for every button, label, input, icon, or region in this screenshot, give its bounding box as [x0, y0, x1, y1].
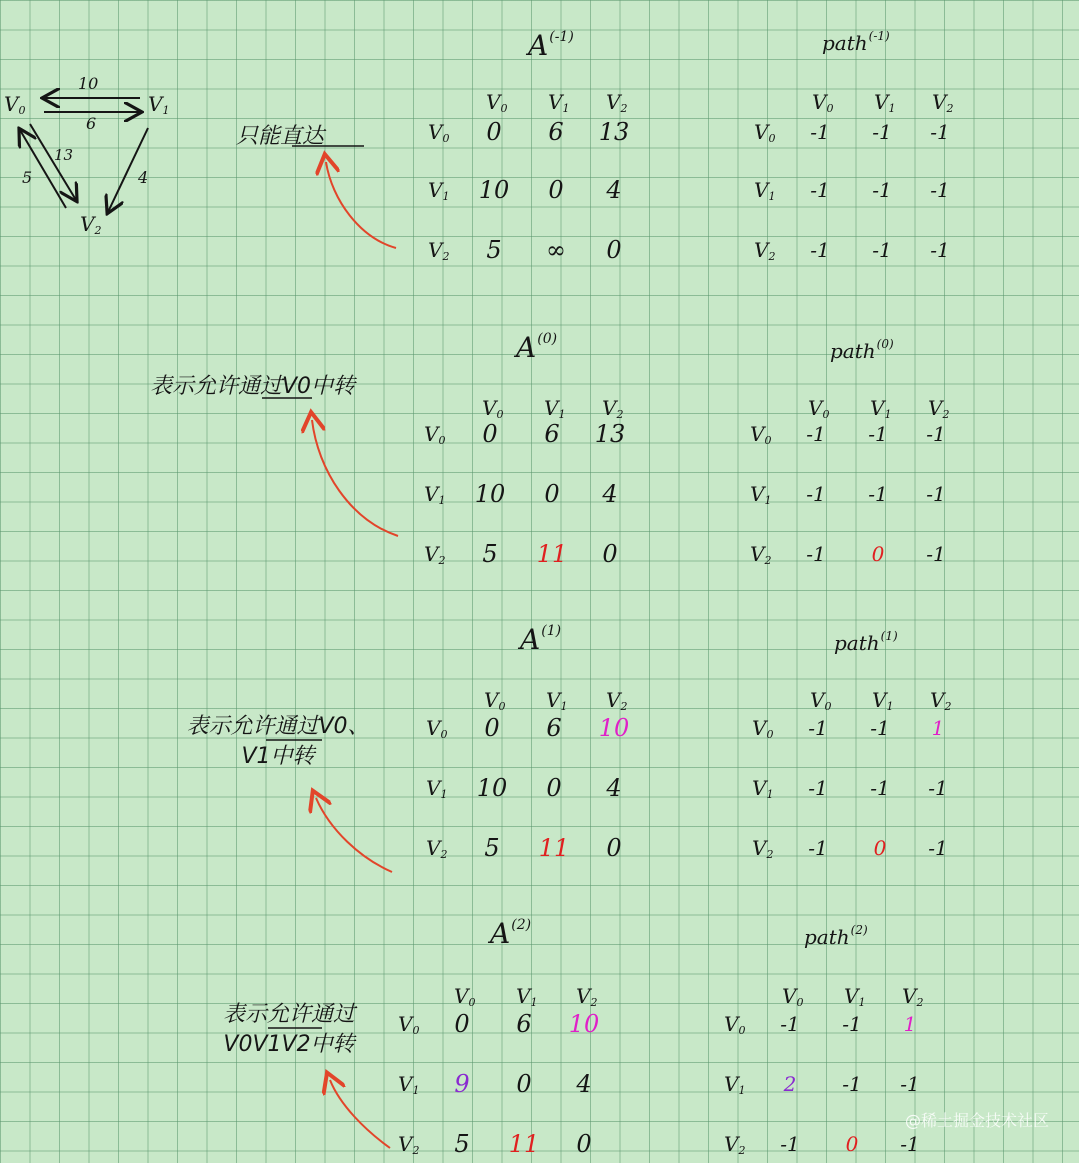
path-cell: 2: [783, 1072, 797, 1096]
edge-weight-v2-v0: 5: [22, 168, 33, 187]
A-cell: 0: [486, 118, 502, 146]
path-cell: -1: [870, 776, 890, 800]
path-cell: -1: [872, 238, 892, 262]
matrix-path-title: [822, 30, 890, 53]
matrix-path-title-sup: (-1): [868, 29, 890, 43]
A-row-header: $V_1$: [426, 776, 448, 801]
matrix-path-title-main: path: [822, 31, 868, 55]
A-col-header: $V_2$: [606, 90, 628, 115]
path-cell: -1: [872, 120, 892, 144]
A-col-header: $V_1$: [546, 688, 568, 713]
A-cell: 0: [606, 236, 622, 264]
path-row-header: $V_1$: [750, 482, 772, 507]
matrix-A-title: [516, 332, 557, 362]
matrix-A-title-main: A: [490, 917, 511, 950]
path-col-header: $V_1$: [844, 984, 866, 1009]
edge-weight-v1-v0: 10: [78, 74, 99, 93]
path-cell: -1: [930, 178, 950, 202]
A-cell: 5: [484, 834, 500, 862]
path-cell: -1: [806, 482, 826, 506]
path-row-header: $V_1$: [752, 776, 774, 801]
A-col-header: $V_1$: [516, 984, 538, 1009]
path-cell: -1: [926, 542, 946, 566]
path-cell: -1: [926, 422, 946, 446]
matrix-A-title-main: A: [516, 331, 537, 364]
matrix-A-title: [520, 624, 561, 654]
path-col-header: $V_1$: [874, 90, 896, 115]
path-col-header: $V_1$: [870, 396, 892, 421]
A-cell: 6: [546, 714, 562, 742]
A-cell: 10: [476, 774, 508, 802]
A-cell: 0: [576, 1130, 592, 1158]
path-cell: -1: [868, 422, 888, 446]
A-row-header: $V_1$: [428, 178, 450, 203]
A-cell: 4: [602, 480, 618, 508]
path-cell: 0: [873, 836, 887, 860]
path-col-header: $V_0$: [812, 90, 834, 115]
path-row-header: $V_0$: [754, 120, 776, 145]
path-cell: -1: [872, 178, 892, 202]
matrix-path-title-sup: (2): [850, 923, 868, 937]
matrix-path-title: [834, 630, 898, 653]
A-cell: 6: [516, 1010, 532, 1038]
graph-edges: [20, 98, 148, 212]
path-cell: -1: [806, 542, 826, 566]
A-cell: 10: [474, 480, 506, 508]
A-col-header: $V_1$: [544, 396, 566, 421]
path-cell: -1: [808, 836, 828, 860]
path-col-header: $V_0$: [782, 984, 804, 1009]
path-row-header: $V_0$: [752, 716, 774, 741]
A-row-header: $V_0$: [398, 1012, 420, 1037]
path-cell: -1: [930, 120, 950, 144]
path-cell: 1: [903, 1012, 917, 1036]
matrix-path-title-sup: (1): [880, 629, 898, 643]
A-row-header: $V_0$: [426, 716, 448, 741]
matrix-path-title-main: path: [830, 339, 876, 363]
watermark: @稀土掘金技术社区: [904, 1111, 1049, 1130]
matrix-A-title-main: A: [520, 623, 541, 656]
A-col-header: $V_2$: [576, 984, 598, 1009]
A-cell: 4: [606, 176, 622, 204]
path-cell: -1: [810, 238, 830, 262]
note-direct: 只能直达: [236, 124, 325, 149]
note-via-v0: 表示允许通过V0中转: [150, 374, 356, 399]
path-cell: -1: [870, 716, 890, 740]
path-row-header: $V_0$: [750, 422, 772, 447]
A-cell: 4: [606, 774, 622, 802]
A-row-header: $V_2$: [424, 542, 446, 567]
A-cell: 10: [598, 714, 630, 742]
A-col-header: $V_0$: [454, 984, 476, 1009]
path-cell: -1: [808, 716, 828, 740]
matrix-path-title-main: path: [834, 631, 880, 655]
A-col-header: $V_0$: [486, 90, 508, 115]
A-col-header: $V_0$: [484, 688, 506, 713]
A-row-header: $V_1$: [398, 1072, 420, 1097]
A-cell: 4: [576, 1070, 592, 1098]
note-via-v0-v1: 表示允许通过V0、V1中转: [186, 714, 370, 769]
edge-weight-v0-v2: 13: [54, 146, 74, 164]
path-row-header: $V_2$: [754, 238, 776, 263]
A-row-header: $V_0$: [428, 120, 450, 145]
A-cell: 0: [546, 774, 562, 802]
matrix-A-title-sup: (0): [537, 331, 558, 347]
path-col-header: $V_0$: [808, 396, 830, 421]
matrix-A-title: [528, 30, 574, 60]
path-cell: -1: [808, 776, 828, 800]
matrix-path-title-sup: (0): [876, 337, 894, 351]
A-row-header: $V_2$: [428, 238, 450, 263]
A-cell: 0: [516, 1070, 532, 1098]
path-cell: 0: [871, 542, 885, 566]
A-cell: 6: [548, 118, 564, 146]
A-cell: ∞: [546, 236, 566, 264]
path-cell: -1: [868, 482, 888, 506]
A-row-header: $V_2$: [398, 1132, 420, 1157]
A-cell: 13: [594, 420, 626, 448]
A-col-header: $V_2$: [606, 688, 628, 713]
A-row-header: $V_2$: [426, 836, 448, 861]
A-cell: 0: [602, 540, 618, 568]
path-cell: -1: [806, 422, 826, 446]
matrix-path-title: [804, 924, 868, 947]
A-cell: 11: [508, 1130, 540, 1158]
path-cell: -1: [926, 482, 946, 506]
path-cell: 0: [845, 1132, 859, 1156]
path-row-header: $V_2$: [752, 836, 774, 861]
path-cell: -1: [900, 1072, 920, 1096]
A-cell: 13: [598, 118, 630, 146]
A-cell: 11: [536, 540, 568, 568]
matrix-path-title: [830, 338, 894, 361]
A-cell: 11: [538, 834, 570, 862]
path-col-header: $V_2$: [928, 396, 950, 421]
path-cell: -1: [810, 120, 830, 144]
A-cell: 0: [544, 480, 560, 508]
red-arrow-4: [330, 1080, 390, 1148]
A-cell: 5: [486, 236, 502, 264]
path-row-header: $V_2$: [750, 542, 772, 567]
node-v0: $V_0$: [4, 92, 26, 117]
matrix-path-title-main: path: [804, 925, 850, 949]
path-row-header: $V_1$: [724, 1072, 746, 1097]
path-cell: -1: [842, 1012, 862, 1036]
matrix-A-title-sup: (2): [511, 917, 532, 933]
path-row-header: $V_0$: [724, 1012, 746, 1037]
A-cell: 5: [482, 540, 498, 568]
path-col-header: $V_2$: [902, 984, 924, 1009]
A-cell: 10: [478, 176, 510, 204]
path-cell: -1: [928, 836, 948, 860]
path-cell: -1: [810, 178, 830, 202]
path-col-header: $V_1$: [872, 688, 894, 713]
red-arrow-3: [316, 798, 392, 872]
path-cell: -1: [900, 1132, 920, 1156]
path-cell: -1: [930, 238, 950, 262]
path-row-header: $V_1$: [754, 178, 776, 203]
node-v2: $V_2$: [80, 212, 102, 237]
A-cell: 6: [544, 420, 560, 448]
edge-weight-v1-v2: 4: [138, 168, 149, 187]
matrix-A-title-main: A: [528, 29, 549, 62]
node-v1: $V_1$: [148, 92, 170, 117]
path-cell: -1: [928, 776, 948, 800]
matrix-A-title-sup: (-1): [549, 29, 574, 45]
A-col-header: $V_2$: [602, 396, 624, 421]
path-cell: 1: [931, 716, 945, 740]
path-cell: -1: [780, 1132, 800, 1156]
red-arrow-2: [312, 420, 398, 536]
A-cell: 5: [454, 1130, 470, 1158]
A-row-header: $V_1$: [424, 482, 446, 507]
red-arrow-1: [326, 162, 396, 248]
A-cell: 0: [606, 834, 622, 862]
path-col-header: $V_2$: [932, 90, 954, 115]
A-cell: 0: [484, 714, 500, 742]
matrix-A-title: [490, 918, 531, 948]
A-cell: 9: [454, 1070, 470, 1098]
note-via-v0-v1-v2: 表示允许通过V0V1V2中转: [222, 1002, 355, 1057]
path-row-header: $V_2$: [724, 1132, 746, 1157]
path-cell: -1: [780, 1012, 800, 1036]
path-cell: -1: [842, 1072, 862, 1096]
edge-weight-v0-v1: 6: [86, 114, 97, 133]
A-cell: 10: [568, 1010, 600, 1038]
note-underlines: [262, 146, 364, 1028]
path-col-header: $V_0$: [810, 688, 832, 713]
A-cell: 0: [454, 1010, 470, 1038]
A-row-header: $V_0$: [424, 422, 446, 447]
matrix-A-title-sup: (1): [541, 623, 562, 639]
A-col-header: $V_1$: [548, 90, 570, 115]
A-cell: 0: [482, 420, 498, 448]
path-col-header: $V_2$: [930, 688, 952, 713]
A-cell: 0: [548, 176, 564, 204]
A-col-header: $V_0$: [482, 396, 504, 421]
